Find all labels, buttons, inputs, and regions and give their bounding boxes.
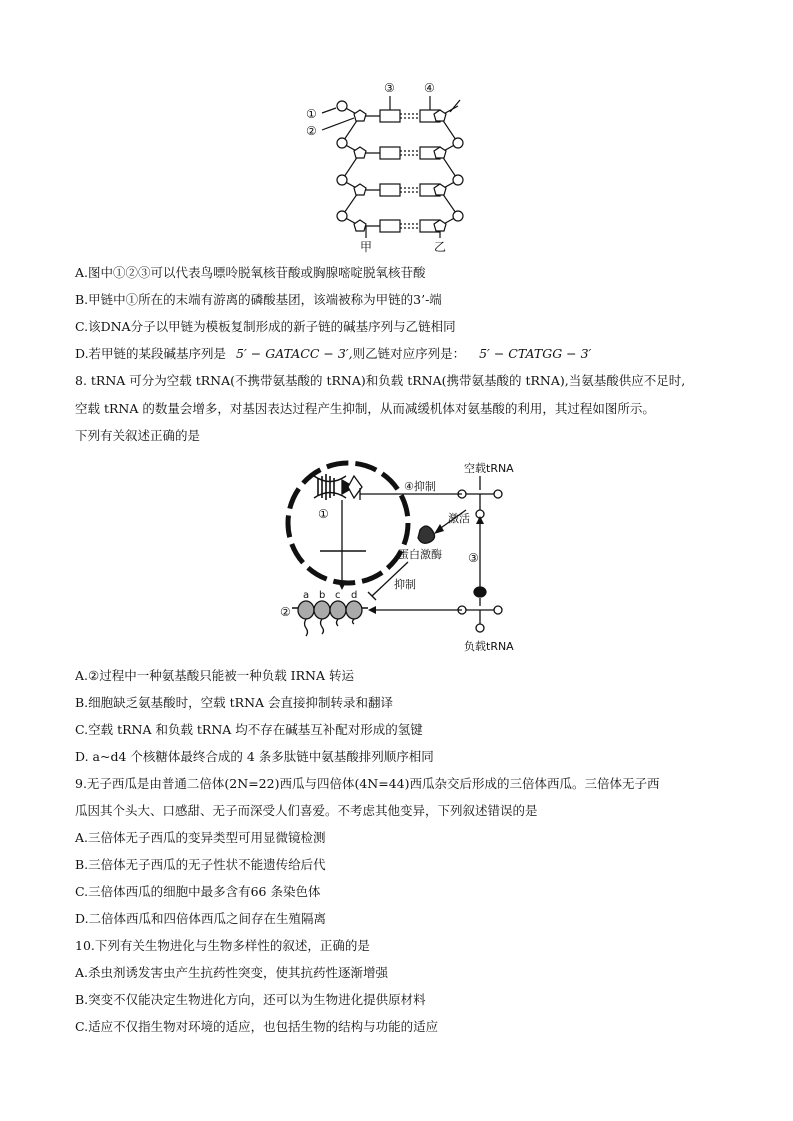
q8-stem-line1: 8. tRNA 可分为空载 tRNA(不携带氨基酸的 tRNA)和负载 tRNA(携带氨基酸的 tRNA),当氨基酸供应不足时, xyxy=(75,373,686,388)
q9-option-c: C.三倍体西瓜的细胞中最多含有66 条染色体 xyxy=(75,884,321,899)
q10-option-a: A.杀虫剂诱发害虫产生抗药性突变，使其抗药性逐渐增强 xyxy=(75,965,389,980)
empty-trna-label: 空载tRNA xyxy=(464,462,514,475)
ribosome-d-label: d xyxy=(351,590,358,601)
strand-jia-label: 甲 xyxy=(360,240,373,254)
marker-2: ② xyxy=(306,124,317,138)
q9-stem-line2: 瓜因其个头大、口感甜、无子而深受人们喜爱。不考虑其他变异，下列叙述错误的是 xyxy=(75,803,538,818)
activate-label: 激活 xyxy=(448,512,470,525)
ribosome-c-label: c xyxy=(335,590,341,601)
q7-option-d-seq2: 5′ − CTATGG − 3′ xyxy=(479,346,592,361)
ribosome-a-label: a xyxy=(303,590,310,601)
q8-option-a: A.②过程中一种氨基酸只能被一种负载 IRNA 转运 xyxy=(75,668,354,683)
marker-3: ③ xyxy=(384,81,395,95)
q7-option-b: B.甲链中①所在的末端有游离的磷酸基团，该端被称为甲链的3’-端 xyxy=(75,292,442,307)
loaded-trna-label: 负载tRNA xyxy=(464,640,514,653)
q9-stem-line1: 9.无子西瓜是由普通二倍体(2N=22)西瓜与四倍体(4N=44)西瓜杂交后形成的三倍体西瓜。三倍体无子西 xyxy=(75,776,660,791)
trna-regulation-figure xyxy=(280,458,530,658)
q7-option-d-middle: 则乙链对应序列是： xyxy=(352,346,466,361)
q7-option-a: A.图中①②③可以代表鸟嘌呤脱氧核苷酸或胸腺嘧啶脱氧核苷酸 xyxy=(75,265,426,280)
inhibit-4-label: ④抑制 xyxy=(404,480,436,493)
q9-option-a: A.三倍体无子西瓜的变异类型可用显微镜检测 xyxy=(75,830,326,845)
q8-option-b: B.细胞缺乏氨基酸时，空载 tRNA 会直接抑制转录和翻译 xyxy=(75,695,394,710)
q10-option-b: B.突变不仅能决定生物进化方向，还可以为生物进化提供原材料 xyxy=(75,992,426,1007)
step-2-label: ② xyxy=(280,605,291,619)
q8-stem-line3: 下列有关叙述正确的是 xyxy=(75,428,201,443)
step-3-label: ③ xyxy=(468,551,479,565)
kinase-label: 蛋白激酶 xyxy=(398,548,442,561)
ribosome-b-label: b xyxy=(319,590,326,601)
q10-option-c: C.适应不仅指生物对环境的适应，也包括生物的结构与功能的适应 xyxy=(75,1019,439,1034)
q9-option-d: D.二倍体西瓜和四倍体西瓜之间存在生殖隔离 xyxy=(75,911,327,926)
step-1-label: ① xyxy=(318,507,329,521)
q7-option-d xyxy=(75,345,591,363)
q8-stem-line2: 空载 tRNA 的数量会增多，对基因表达过程产生抑制，从而减缓机体对氨基酸的利用，其过程如图所示。 xyxy=(75,401,655,416)
strand-yi-label: 乙 xyxy=(434,240,447,254)
q7-option-d-seq1: 5′ − GATACC − 3′, xyxy=(236,346,353,361)
dna-structure-figure xyxy=(300,78,500,258)
marker-1: ① xyxy=(306,107,317,121)
q7-option-d-prefix: D.若甲链的某段碱基序列是 xyxy=(75,346,227,361)
q8-option-d: D. a~d4 个核糖体最终合成的 4 条多肽链中氨基酸排列顺序相同 xyxy=(75,749,434,764)
q10-stem: 10.下列有关生物进化与生物多样性的叙述，正确的是 xyxy=(75,938,370,953)
inhibit-label: 抑制 xyxy=(394,578,416,591)
q8-option-c: C.空载 tRNA 和负载 tRNA 均不存在碱基互补配对形成的氢键 xyxy=(75,722,423,737)
q7-option-c: C.该DNA分子以甲链为模板复制形成的新子链的碱基序列与乙链相同 xyxy=(75,319,456,334)
q9-option-b: B.三倍体无子西瓜的无子性状不能遗传给后代 xyxy=(75,857,326,872)
marker-4: ④ xyxy=(424,81,435,95)
